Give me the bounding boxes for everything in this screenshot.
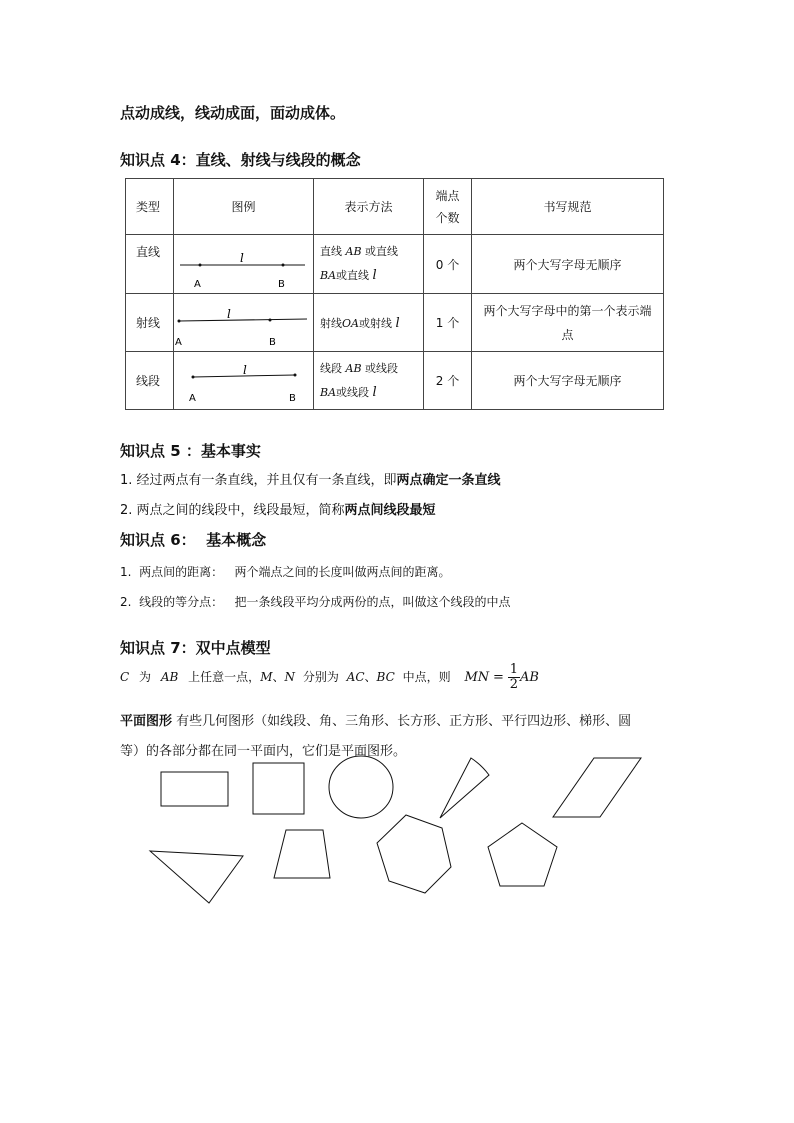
square-shape: [253, 763, 304, 814]
notation-l: l: [372, 384, 377, 400]
circle-shape: [329, 756, 393, 818]
notation-text: 或直线: [365, 245, 399, 258]
var-mn: MN: [464, 670, 490, 685]
header-figure: 图例: [174, 179, 314, 235]
row-writing: 两个大写字母中的第一个表示端点: [472, 294, 664, 352]
notation-text: 或直线: [336, 269, 370, 282]
fraction-numerator: 1: [509, 662, 518, 677]
var-ab: AB: [519, 670, 539, 685]
var-m: M: [260, 670, 273, 684]
kp6-title: 知识点 6： 基本概念: [120, 531, 267, 549]
text: 为: [139, 670, 152, 684]
kp6-item2: 2. 线段的等分点： 把一条线段平均分成两份的点，叫做这个线段的中点: [120, 595, 511, 609]
notation-ba: BA: [320, 269, 337, 282]
pentagon-shape: [488, 823, 557, 886]
var-ac: AC: [346, 670, 365, 684]
kp5-title: 知识点 5 ：基本事实: [120, 442, 261, 460]
sector-shape: [440, 758, 489, 818]
header-endpoints: 端点个数: [424, 179, 472, 235]
row-endpoints: 1 个: [424, 294, 472, 352]
text: 分别为: [302, 670, 339, 684]
text: 、: [272, 670, 285, 684]
notation-ab: AB: [345, 361, 362, 375]
notation-text: 直线: [320, 245, 342, 258]
notation-text: 线段: [320, 361, 342, 375]
line-label: l: [242, 363, 247, 377]
var-ab: AB: [160, 670, 179, 684]
fraction-denominator: 2: [509, 677, 518, 692]
label-a: A: [193, 279, 201, 290]
notation-text: 或线段: [336, 385, 370, 399]
plane-line1: 有些几何图形（如线段、角、三角形、长方形、正方形、平行四边形、梯形、圆: [176, 714, 632, 729]
intro-text: 点动成线，线动成面，面动成体。: [120, 104, 346, 122]
line-label: l: [239, 251, 244, 265]
notation-ab: AB: [345, 245, 362, 258]
kp5-item2-bold: 两点间线段最短: [344, 503, 436, 518]
header-writing: 书写规范: [472, 179, 664, 235]
header-notation: 表示方法: [314, 179, 424, 235]
header-type: 类型: [126, 179, 174, 235]
rectangle-shape: [161, 772, 228, 806]
row-type: 射线: [126, 294, 174, 352]
notation-text: 射线: [320, 316, 342, 330]
trapezoid-shape: [274, 830, 330, 878]
kp4-title: 知识点 4：直线、射线与线段的概念: [120, 151, 361, 169]
var-c: C: [120, 670, 130, 684]
row-type: 直线: [126, 235, 174, 294]
row-type: 线段: [126, 352, 174, 410]
row-endpoints: 2 个: [424, 352, 472, 410]
var-n: N: [284, 670, 295, 684]
hexagon-shape: [377, 815, 451, 893]
notation-text: 或射线: [358, 316, 392, 330]
kp5-item1-bold: 两点确定一条直线: [396, 473, 501, 488]
notation-l: l: [395, 315, 400, 331]
notation-l: l: [372, 268, 377, 283]
plane-line2: 等）的各部分都在同一平面内，它们是平面图形。: [120, 744, 407, 759]
text: 中点，则: [402, 670, 451, 684]
parallelogram-shape: [553, 758, 641, 817]
plane-label: 平面图形: [120, 714, 173, 729]
line-label: l: [226, 307, 231, 321]
label-b: B: [268, 337, 276, 348]
row-writing: 两个大写字母无顺序: [472, 352, 664, 410]
label-a: A: [188, 393, 196, 404]
notation-text: 或线段: [365, 361, 399, 375]
equals-sign: =: [492, 670, 504, 685]
triangle-shape: [150, 851, 243, 903]
text: 、: [364, 670, 377, 684]
row-writing: 两个大写字母无顺序: [472, 235, 664, 294]
label-a: A: [174, 337, 182, 348]
label-b: B: [277, 279, 285, 290]
kp5-item1-text: 1. 经过两点有一条直线，并且仅有一条直线，即: [120, 473, 397, 488]
notation-ba: BA: [320, 385, 337, 399]
label-b: B: [288, 393, 296, 404]
kp6-item1: 1. 两点间的距离： 两个端点之间的长度叫做两点间的距离。: [120, 565, 451, 579]
notation-oa: OA: [342, 316, 359, 330]
text: 上任意一点，: [188, 670, 261, 684]
kp5-item2-text: 2. 两点之间的线段中，线段最短，简称: [120, 503, 345, 518]
kp7-title: 知识点 7：双中点模型: [120, 639, 271, 657]
row-endpoints: 0 个: [424, 235, 472, 294]
var-bc: BC: [376, 670, 395, 684]
